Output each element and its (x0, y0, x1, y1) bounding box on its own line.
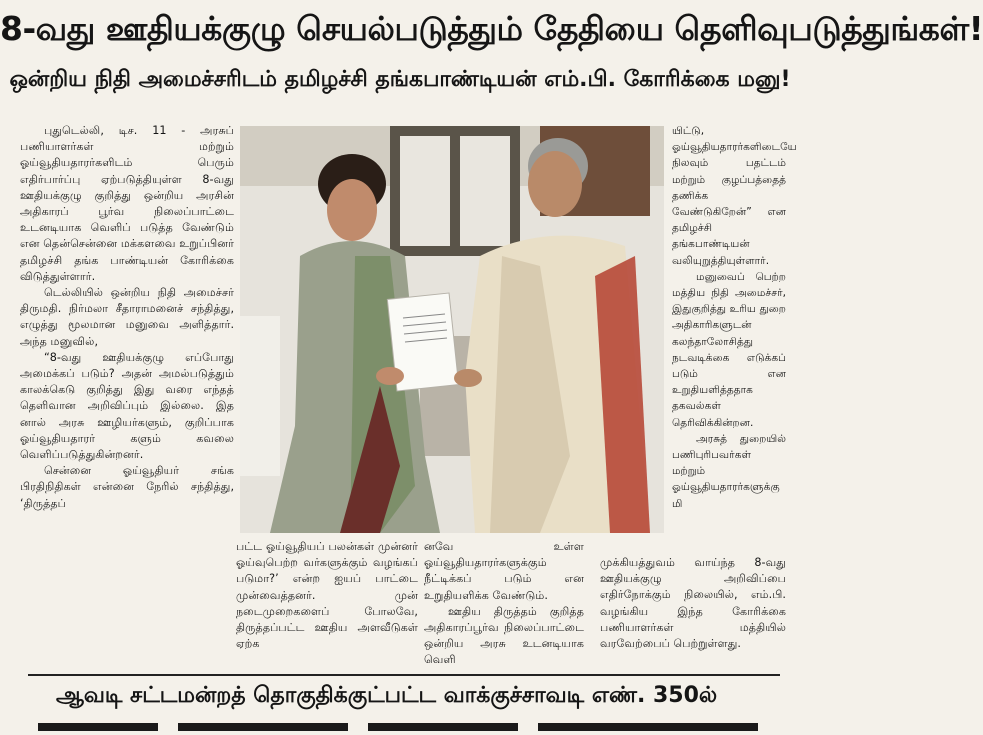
next-article-headline: ஆவடி சட்டமன்றத் தொகுதிக்குட்பட்ட வாக்குச்சாவடி எண். 350ல் (56, 683, 718, 708)
headline: 8-வது ஊதியக்குழு செயல்படுத்தும் தேதியை தெளிவுபடுத்துங்கள்! (0, 9, 983, 48)
paragraph: பட்ட ஓய்வூதியப் பலன்கள் முன்னர் ஓய்வுபெற்ற வர்களுக்கும் வழங்கப் படுமா?’ என்ற ஐயப் பாட்டை முன்வைத்தனர். முன் நடைமுறைகளைப் போலவே, திருத்தப்பட்ட ஊதிய அளவீடுகள் ஏற்க (236, 540, 418, 651)
subheadline: ஒன்றிய நிதி அமைச்சரிடம் தமிழச்சி தங்கபாண்டியன் எம்.பி. கோரிக்கை மனு! (9, 67, 791, 92)
paragraph: புதுடெல்லி, டிச. 11 - அரசுப் பணியாளர்கள் மற்றும் ஓய்வூதியதாரர்களிடம் பெரும் எதிர்பார்ப்பு ஏற்படுத்தியுள்ள 8-வது ஊதியக்குழு குறித்து ஒன்றிய அரசின் அதிகாரப் பூர்வ நிலைப்பாட்டை உடனடியாக வெளிப் படுத்த வேண்டும் என தென்சென்னை மக்களவை உறுப்பினர் தமிழச்சி தங்க பாண்டியன் கோரிக்கை விடுத்துள்ளார். (20, 124, 234, 283)
paragraph: னவே உள்ள ஓய்வூதியதாரர்களுக்கும் நீட்டிக்கப் படும் என உறுதியளிக்க வேண்டும். (424, 540, 584, 602)
section-divider (28, 674, 780, 676)
paragraph: “8-வது ஊதியக்குழு எப்போது அமைக்கப் படும்? அதன் அமல்படுத்தும் காலக்கெடு குறித்து இது வரை எந்தத் தெளிவான அறிவிப்பும் இல்லை. இத னால் அரசு ஊழியர்களும், குறிப்பாக ஓய்வூதியதாரர் களும் கவலை வெளிப்படுத்துகின்றனர். (20, 350, 234, 462)
paragraph: மனுவைப் பெற்ற மத்திய நிதி அமைச்சர், இதுகுறித்து உரிய துறை அதிகாரிகளுடன் கலந்தாலோசித்து நடவடிக்கை எடுக்கப் படும் என உறுதியளித்ததாக தகவல்கள் தெரிவிக்கின்றன. (672, 270, 786, 429)
article-column-right (672, 123, 797, 512)
article-column-left (20, 123, 234, 512)
paragraph: சென்னை ஓய்வூதியர் சங்க பிரதிநிதிகள் என்னை நேரில் சந்தித்து, ‘திருத்தப் (20, 464, 234, 510)
paragraph: ஊதிய திருத்தம் குறித்த அதிகாரப்பூர்வ நிலைப்பாட்டை ஒன்றிய அரசு உடனடியாக வெளி (424, 604, 584, 667)
article-column-bottom-left (236, 539, 418, 652)
paragraph: டெல்லியில் ஒன்றிய நிதி அமைச்சர் திருமதி. நிர்மலா சீதாராமனைச் சந்தித்து, எழுத்து மூலமான மனுவை அளித்தார். அந்த மனுவில், (20, 286, 234, 348)
photo-illustration (240, 126, 664, 533)
paragraph: யிட்டு, ஓய்வூதியதாரர்களிடையே நிலவும் பதட்டம் மற்றும் குழப்பத்தைத் தணிக்க வேண்டுகிறேன்” என தமிழச்சி தங்கபாண்டியன் வலியுறுத்தியுள்ளார். (672, 125, 797, 267)
article-column-bottom-middle (424, 539, 584, 669)
paragraph: முக்கியத்துவம் வாய்ந்த 8-வது ஊதியக்குழு அறிவிப்பை எதிர்நோக்கும் நிலையில், எம்.பி. வழங்கிய இந்த கோரிக்கை பணியாளர்கள் மத்தியில் வரவேற்பைப் பெற்றுள்ளது. (600, 556, 786, 651)
cut-off-glyphs (28, 721, 788, 731)
article-column-bottom-right (600, 555, 786, 652)
cut-off-text (28, 716, 788, 726)
paragraph: அரசுத் துறையில் பணிபுரிபவர்கள் மற்றும் ஓய்வூதியதாரர்களுக்கு மி (672, 432, 786, 510)
news-photo (240, 126, 664, 533)
